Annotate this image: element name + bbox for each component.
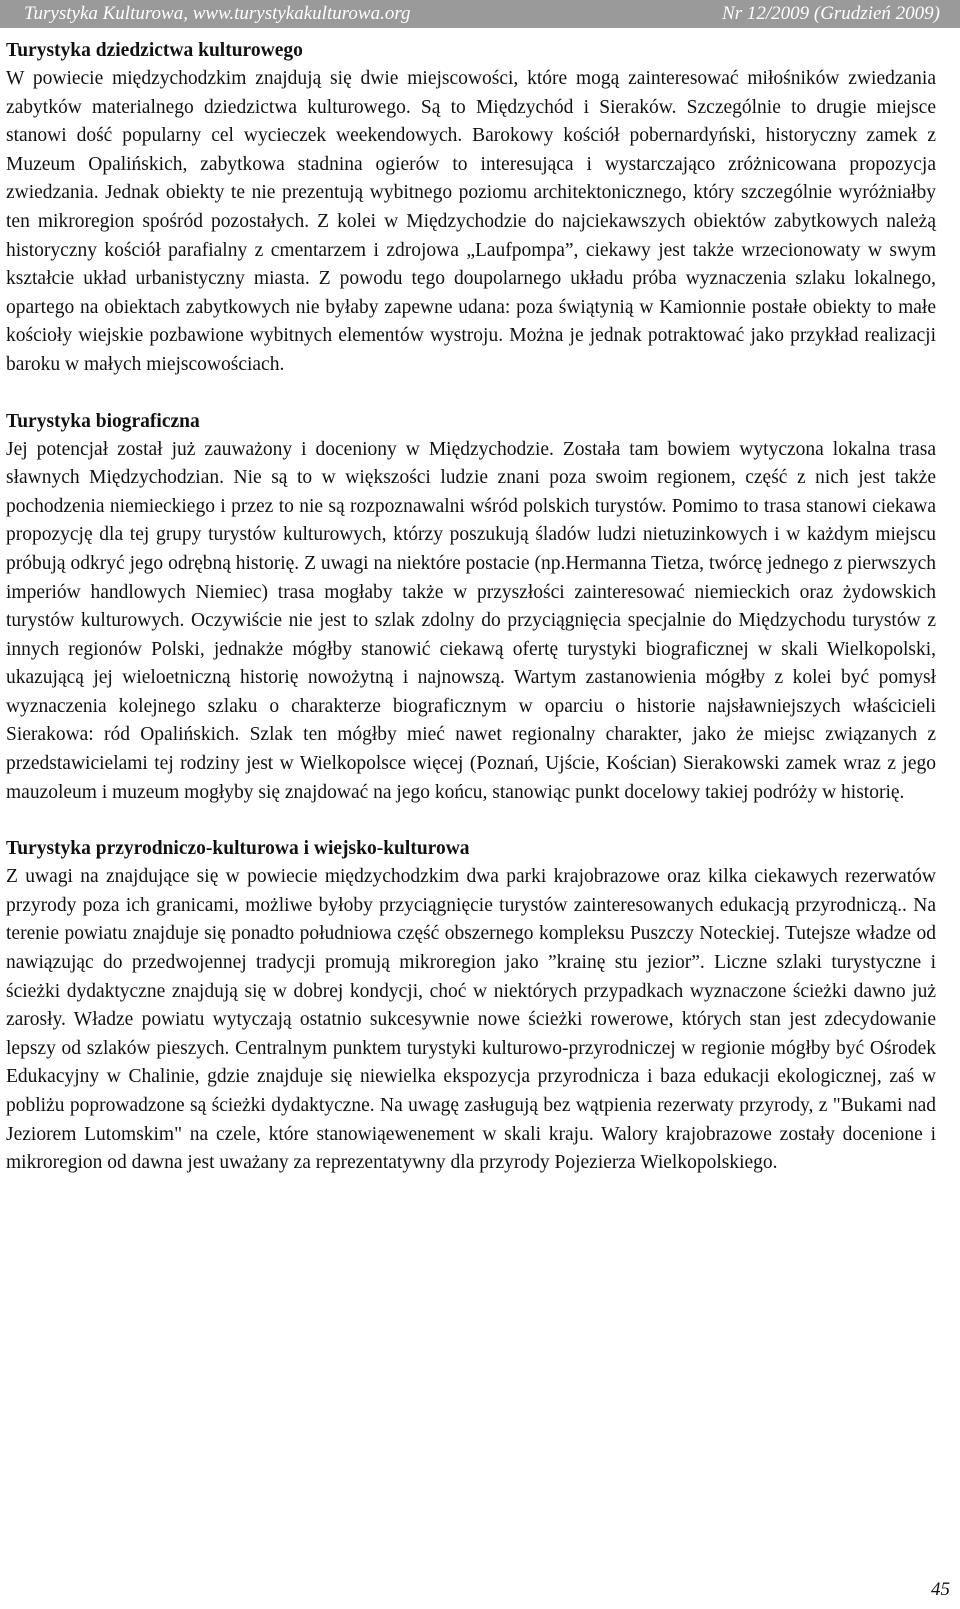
article-body xyxy=(6,37,936,1206)
section-paragraph: Jej potencjał został już zauważony i doceniony w Międzychodzie. Została tam bowiem wytyczona lokalna trasa sławnych Międzychodzian. Nie są to w większości ludzie znani poza swoim regionem, część z nich jest także pochodzenia niemieckiego i przez to nie są rozpoznawalni wśród polskich turystów. Pomimo to trasa stanowi ciekawa propozycję dla tej grupy turystów kulturowych, którzy poszukują śladów ludzi nietuzinkowych i w każdym miejscu próbują odkryć jego odrębną historię. Z uwagi na niektóre postacie (np.Hermanna Tietza, twórcę jednego z pierwszych imperiów handlowych Niemiec) trasa mogłaby także w przyszłości zainteresować niemieckich oraz żydowskich turystów kulturowych. Oczywiście nie jest to szlak zdolny do przyciągnięcia specjalnie do Międzychodu turystów z innych regionów Polski, jednakże mógłby stanowić ciekawą ofertę turystyki biograficznej w skali Wielkopolski, ukazującą jej wieloetniczną historię nowożytną i najnowszą. Wartym zastanowienia mógłby z kolei być pomysł wyznaczenia kolejnego szlaku o charakterze biograficznym w oparciu o historie najsławniejszych właścicieli Sierakowa: ród Opalińskich. Szlak ten mógłby mieć nawet regionalny charakter, jako że miejsc związanych z przedstawicielami tej rodziny jest w Wielkopolsce więcej (Poznań, Ujście, Kościan) Sierakowski zamek wraz z jego mauzoleum i muzeum mogłyby się znajdować na jego końcu, stanowiąc punkt docelowy takiej podróży w historię. xyxy=(6,438,936,803)
section-heritage-tourism xyxy=(6,37,936,380)
header-journal-title: Turystyka Kulturowa, www.turystykakulturowa.org xyxy=(24,3,411,24)
section-heading: Turystyka dziedzictwa kulturowego xyxy=(6,40,303,61)
section-biographical-tourism xyxy=(6,408,936,808)
section-paragraph: Z uwagi na znajdujące się w powiecie międzychodzkim dwa parki krajobrazowe oraz kilka ciekawych rezerwatów przyrody poza ich granicami, możliwe byłoby przyciągnięcie turystów zainteresowanych edukacją przyrodniczą.. Na terenie powiatu znajduje się ponadto południowa część obszernego kompleksu Puszczy Noteckiej. Tutejsze władze od nawiązując do przedwojennej tradycji promują mikroregion jako ”krainę stu jezior”. Liczne szlaki turystyczne i ścieżki dydaktyczne znajdują się w dobrej kondycji, choć w niektórych przypadkach wyznaczone ścieżki dawno już zarosły. Władze powiatu wytyczają ostatnio sukcesywnie nowe ścieżki rowerowe, których stan jest zdecydowanie lepszy od szlaków pieszych. Centralnym punktem turystyki kulturowo-przyrodniczej w regionie mógłby być Ośrodek Edukacyjny w Chalinie, gdzie znajduje się niewielka ekspozycja przyrodnicza i baza edukacji ekologicznej, zaś w pobliżu poprowadzone są ścieżki dydaktyczne. Na uwagę zasługują bez wątpienia rezerwaty przyrody, z "Bukami nad Jeziorem Lutomskim" na czele, które stanowiąewenement w skali kraju. Walory krajobrazowe zostały docenione i mikroregion od dawna jest uważany za reprezentatywny dla przyrody Pojezierza Wielkopolskiego. xyxy=(6,866,936,1174)
section-heading: Turystyka przyrodniczo-kulturowa i wiejsko-kulturowa xyxy=(6,838,470,860)
section-heading: Turystyka biograficzna xyxy=(6,410,200,432)
section-paragraph: W powiecie międzychodzkim znajdują się dwie miejscowości, które mogą zainteresować miłośników zwiedzania zabytków materialnego dziedzictwa kulturowego. Są to Międzychód i Sieraków. Szczególnie to drugie miejsce stanowi dość popularny cel wycieczek weekendowych. Barokowy kościół pobernardyński, historyczny zamek z Muzeum Opalińskich, zabytkowa stadnina ogierów to interesująca i wystarczająco zróżnicowana propozycja zwiedzania. Jednak obiekty te nie prezentują wybitnego poziomu architektonicznego, który szczególnie wyróżniałby ten mikroregion spośród pozostałych. Z kolei w Międzychodzie do najciekawszych obiektów zabytkowych należą historyczny kościół parafialny z cmentarzem i zdrojowa „Laufpompa”, ciekawy jest także wrzecionowaty w swym kształcie układ urbanistyczny miasta. Z powodu tego doupolarnego układu próba wyznaczenia szlaku lokalnego, opartego na obiektach zabytkowych nie byłaby zapewne udana: poza świątynią w Kamionnie postałe obiekty to małe kościoły wiejskie pozbawione wybitnych elementów wystroju. Można je jednak potraktować jako przykład realizacji baroku w małych miejscowościach. xyxy=(6,68,936,375)
page-number: 45 xyxy=(931,1579,950,1600)
header-issue-number: Nr 12/2009 (Grudzień 2009) xyxy=(722,3,940,24)
running-header xyxy=(0,0,960,28)
section-nature-rural-tourism xyxy=(6,835,936,1178)
